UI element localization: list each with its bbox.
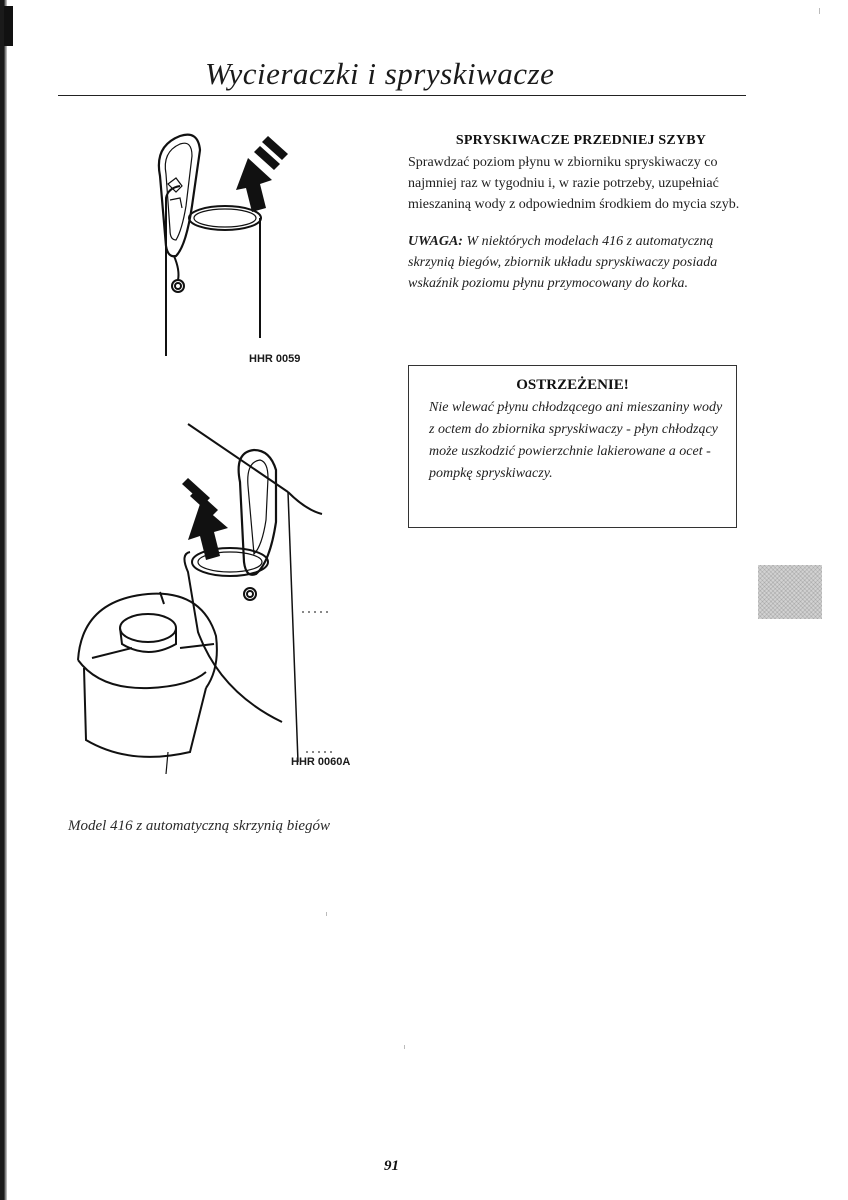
figure-caption: Model 416 z automatyczną skrzynią biegów	[68, 818, 331, 834]
title-rule	[58, 95, 746, 96]
chapter-tab	[758, 565, 822, 619]
text-column	[408, 133, 754, 294]
washer-filler-illustration-top	[140, 128, 300, 358]
scan-speck	[819, 8, 820, 14]
page-number: 91	[384, 1158, 399, 1174]
section-paragraph: Sprawdzać poziom płynu w zbiorniku spryskiwaczy co najmniej raz w tygodniu i, w razie potrzeby, uzupełniać mieszaniną wody z odpowiednim środkiem do mycia szyb.	[408, 155, 740, 212]
section-heading: SPRYSKIWACZE PRZEDNIEJ SZYBY	[455, 133, 707, 148]
note-label: UWAGA:	[408, 234, 463, 249]
warning-text: Nie wlewać płynu chłodzącego ani mieszaniny wody z octem do zbiornika spryskiwaczy - płyn chłodzący może uszkodzić powierzchnie lakierowane a ocet - pompkę spryskiwaczy.	[429, 400, 723, 481]
corner-mark	[4, 6, 13, 46]
washer-reservoir-illustration-bottom	[70, 422, 340, 782]
scan-speck	[404, 1045, 405, 1049]
illustration-label-bottom: HHR 0060A	[291, 756, 351, 768]
illustration-label-top: HHR 0059	[249, 353, 301, 365]
note-text: W niektórych modelach 416 z automatyczną skrzynią biegów, zbiornik układu spryskiwaczy posiada wskaźnik poziomu płynu przymocowany do korka.	[408, 234, 718, 291]
warning-title: OSTRZEŻENIE!	[516, 377, 629, 393]
page-binding-edge	[0, 0, 7, 1200]
note-paragraph	[408, 231, 754, 294]
scan-speck	[326, 912, 327, 916]
page-title: Wycieraczki i spryskiwacze	[205, 56, 555, 91]
warning-box	[408, 365, 737, 528]
